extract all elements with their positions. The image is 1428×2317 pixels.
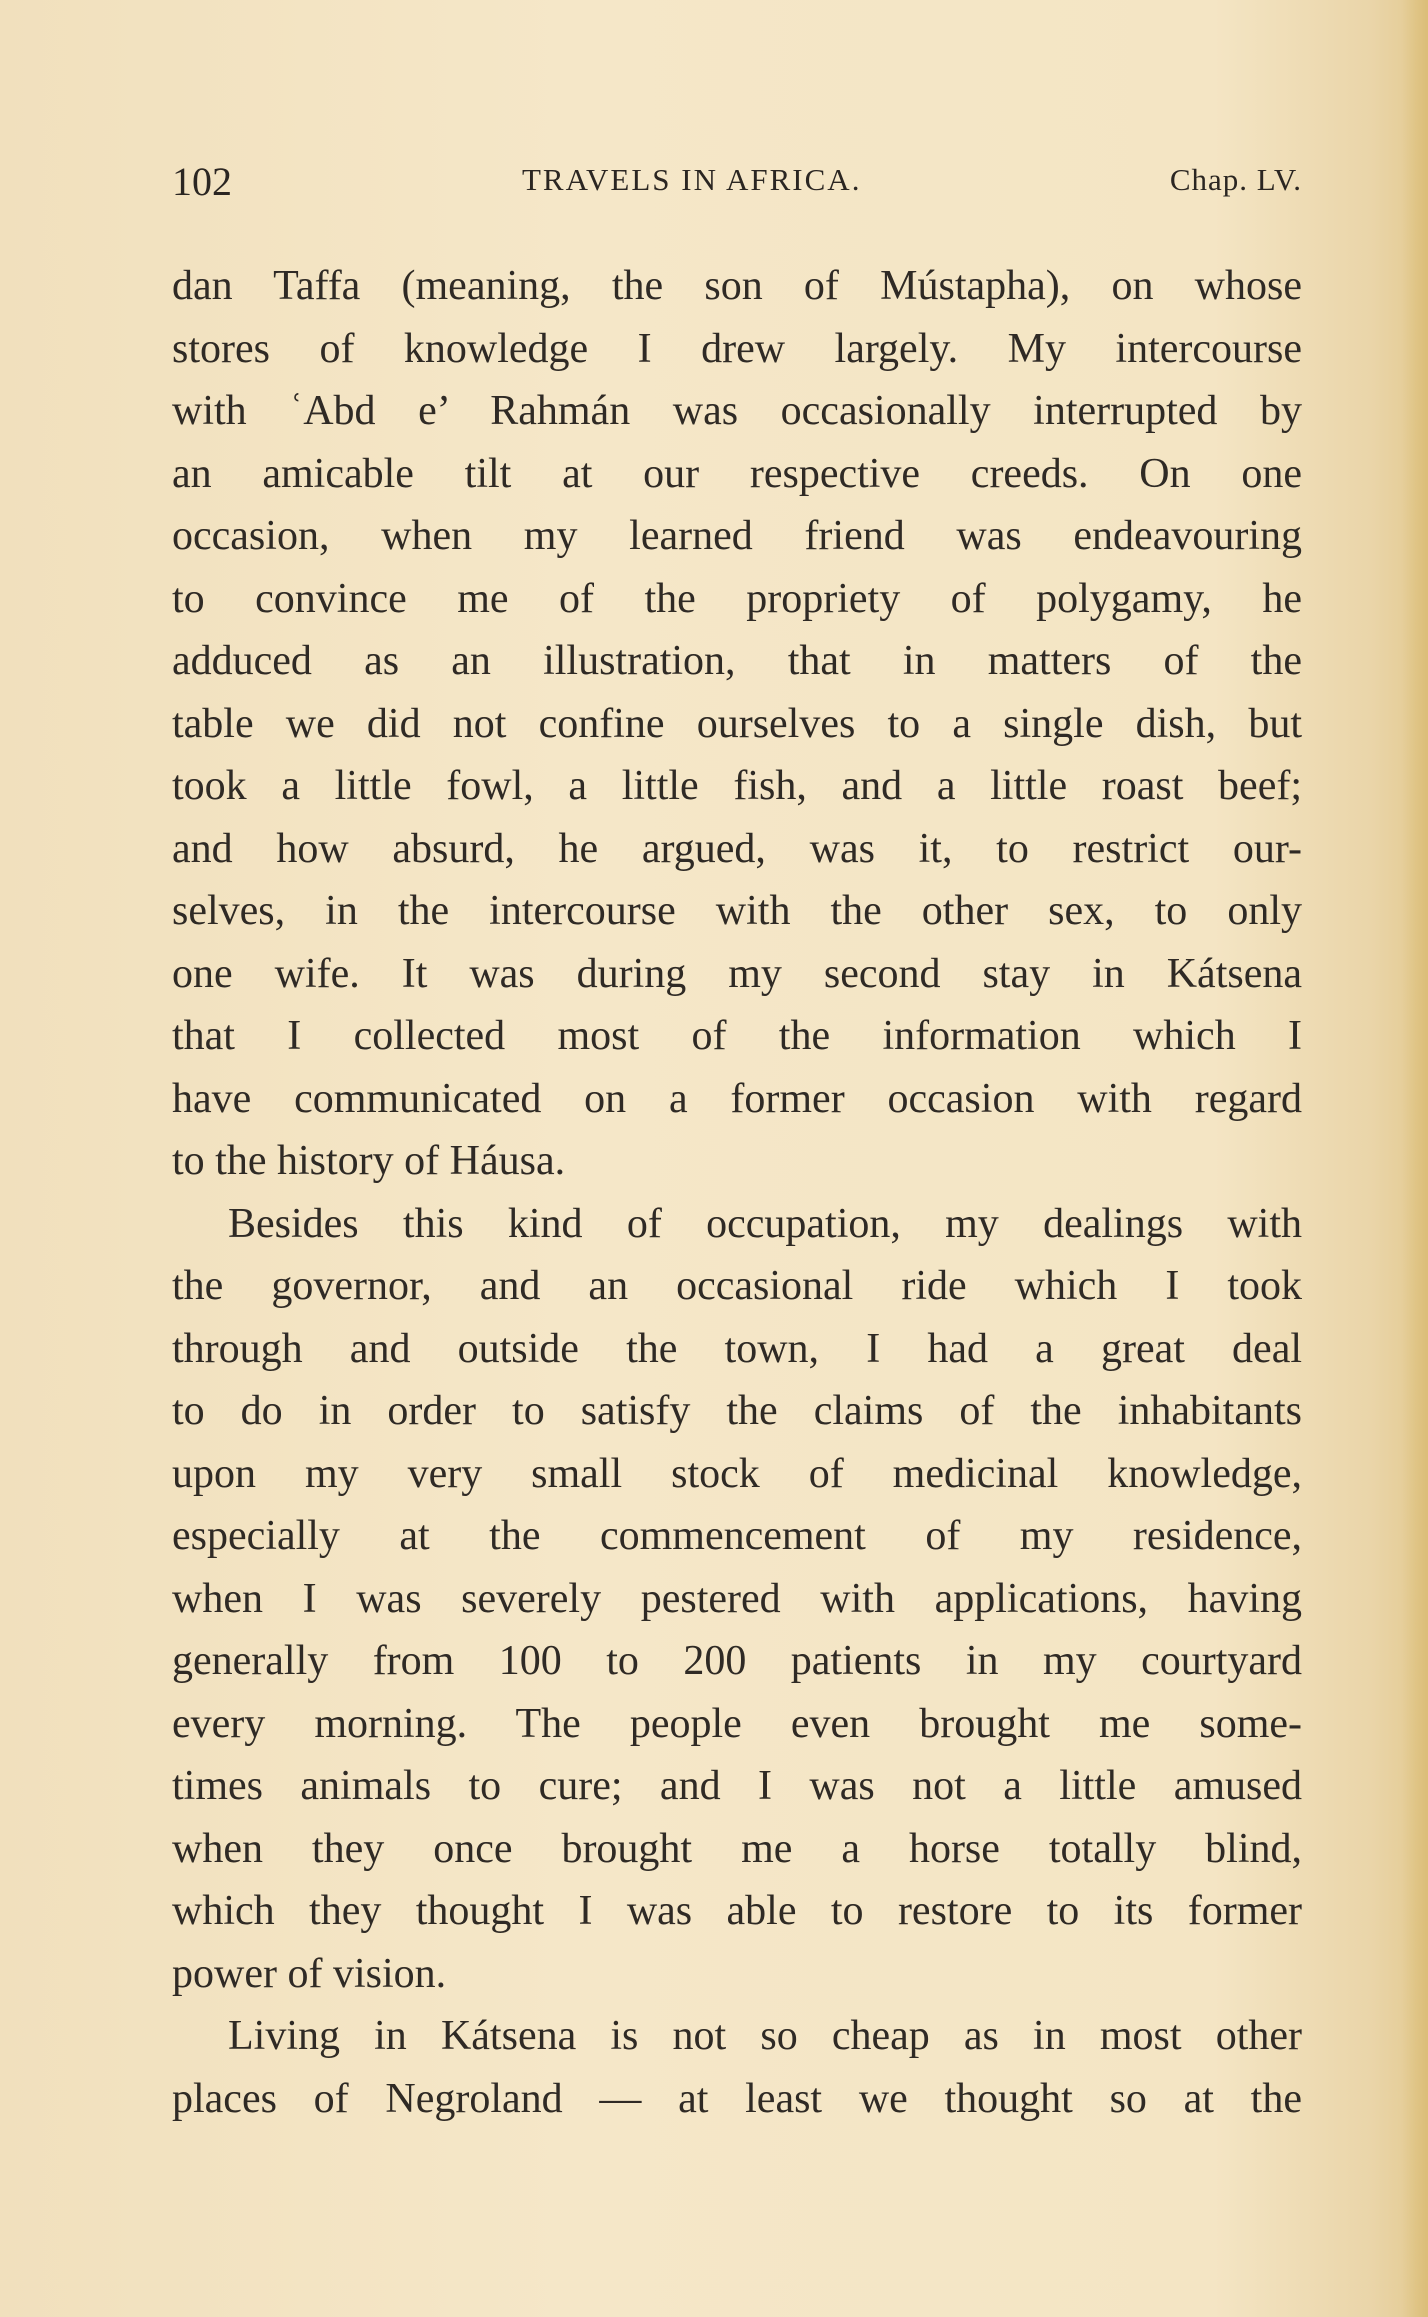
text-line: through and outside the town, I had a great deal [172,1325,1302,1372]
running-head [172,158,1302,214]
page-number: 102 [172,159,232,204]
text-line: the governor, and an occasional ride which I took [172,1263,1302,1309]
text-line: when they once brought me a horse totally blind, [172,1825,1302,1872]
text-line: that I collected most of the information which I [172,1013,1302,1059]
text-line: and how absurd, he argued, was it, to restrict our- [172,825,1302,872]
text-line: to do in order to satisfy the claims of the inhabitants [172,1388,1302,1434]
text-line: power of vision. [172,1950,447,1997]
text-line: table we did not confine ourselves to a single dish, but [172,700,1302,747]
body-text [172,255,1302,2130]
text-line: adduced as an illustration, that in matters of the [172,638,1302,684]
text-line: have communicated on a former occasion with regard [172,1075,1302,1122]
text-line: upon my very small stock of medicinal knowledge, [172,1450,1302,1497]
page-edge-shadow [1402,0,1428,2317]
text-line: Living in Kátsena is not so cheap as in most other [228,2013,1302,2059]
text-line: especially at the commencement of my residence, [172,1513,1302,1559]
text-line: to the history of Háusa. [172,1138,566,1184]
text-line: to convince me of the propriety of polygamy, he [172,575,1302,622]
text-line: took a little fowl, a little fish, and a little roast beef; [172,763,1302,809]
text-line: which they thought I was able to restore to its former [172,1888,1302,1934]
text-line: one wife. It was during my second stay in Kátsena [172,950,1302,997]
text-line: Besides this kind of occupation, my dealings with [228,1200,1302,1247]
text-line: an amicable tilt at our respective creeds. On one [172,450,1302,497]
text-line: generally from 100 to 200 patients in my courtyard [172,1638,1302,1684]
running-title: TRAVELS IN AFRICA. [522,162,862,197]
text-line: dan Taffa (meaning, the son of Mústapha), on whose [172,263,1302,309]
text-line: when I was severely pestered with applications, having [172,1575,1302,1622]
chapter-label: Chap. LV. [1169,162,1302,197]
text-line: times animals to cure; and I was not a little amused [172,1763,1302,1809]
text-line: with ʿAbd e’ Rahmán was occasionally interrupted by [172,388,1302,434]
text-line: occasion, when my learned friend was endeavouring [172,513,1302,559]
text-line: stores of knowledge I drew largely. My intercourse [172,325,1302,372]
text-line: selves, in the intercourse with the other sex, to only [172,888,1302,934]
text-line: places of Negroland — at least we thought so at the [172,2075,1302,2122]
text-line: every morning. The people even brought me some- [172,1700,1302,1747]
